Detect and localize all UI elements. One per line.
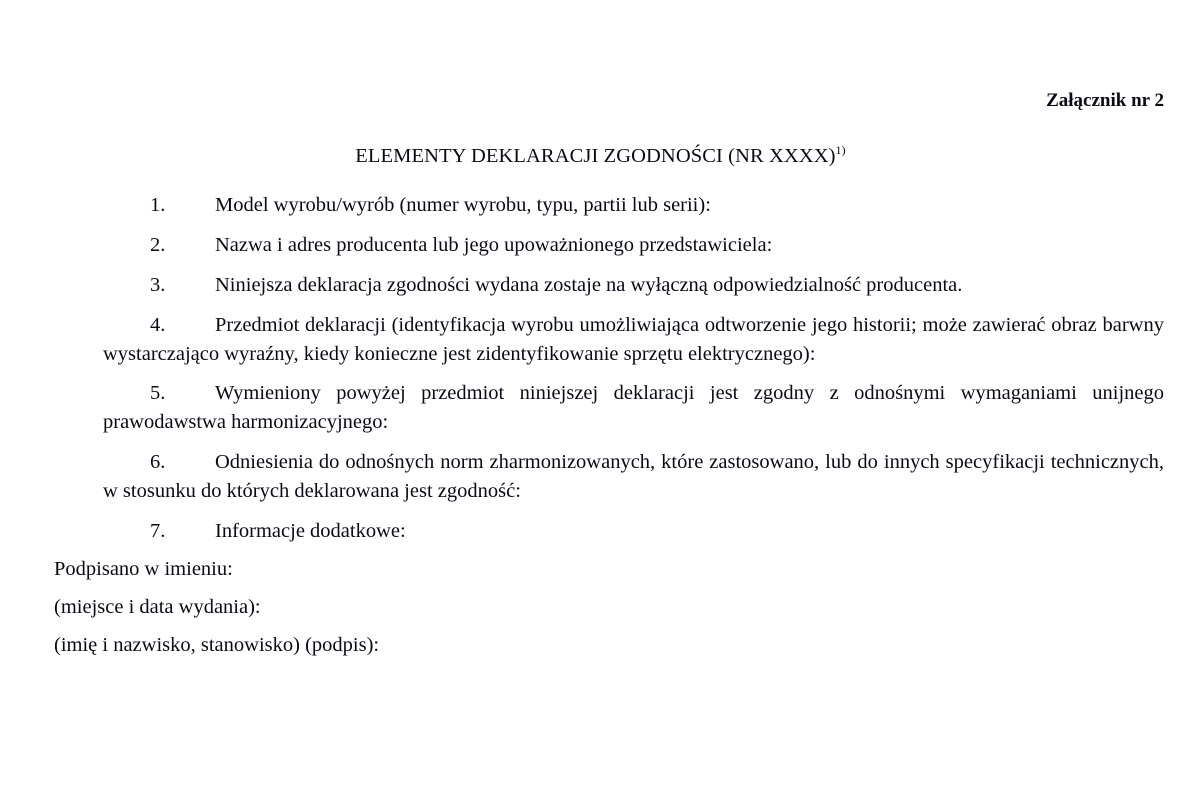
item-number: 4. — [150, 314, 166, 336]
declaration-item-7 — [103, 517, 1164, 546]
item-number: 5. — [150, 382, 166, 404]
item-text: Odniesienia do odnośnych norm zharmonizowanych, które zastosowano, lub do innych specyfikacji technicznych, w stosunku do których deklarowana jest zgodność: — [103, 451, 1164, 502]
item-text: Niniejsza deklaracja zgodności wydana zostaje na wyłączną odpowiedzialność producenta. — [215, 274, 963, 296]
item-number: 1. — [150, 194, 166, 216]
declaration-item-1 — [103, 191, 1164, 220]
item-text: Wymieniony powyżej przedmiot niniejszej deklaracji jest zgodny z odnośnymi wymaganiami unijnego prawodawstwa harmonizacyjnego: — [103, 382, 1164, 433]
item-text: Informacje dodatkowe: — [215, 520, 406, 542]
item-number: 3. — [150, 274, 166, 296]
declaration-item-2 — [103, 231, 1164, 260]
item-text: Nazwa i adres producenta lub jego upoważnionego przedstawiciela: — [215, 234, 773, 256]
item-number: 2. — [150, 234, 166, 256]
name-position-label: (imię i nazwisko, stanowisko) (podpis): — [54, 634, 380, 656]
title-footnote: 1) — [835, 143, 846, 157]
item-number: 7. — [150, 520, 166, 542]
declaration-item-5 — [103, 379, 1164, 437]
item-text: Model wyrobu/wyrób (numer wyrobu, typu, partii lub serii): — [215, 194, 711, 216]
signed-on-behalf-label: Podpisano w imieniu: — [54, 558, 233, 580]
place-date-label: (miejsce i data wydania): — [54, 596, 261, 618]
title-text: ELEMENTY DEKLARACJI ZGODNOŚCI (NR XXXX) — [355, 145, 836, 167]
document-title — [0, 143, 1201, 168]
annex-label: Załącznik nr 2 — [1046, 90, 1164, 111]
item-text: Przedmiot deklaracji (identyfikacja wyrobu umożliwiająca odtworzenie jego historii; może zawierać obraz barwny wystarczająco wyraźny, kiedy konieczne jest zidentyfikowanie sprzętu elektrycznego): — [103, 314, 1164, 365]
item-number: 6. — [150, 451, 166, 473]
declaration-item-6 — [103, 448, 1164, 506]
declaration-item-4 — [103, 311, 1164, 369]
declaration-item-3 — [103, 271, 1164, 300]
